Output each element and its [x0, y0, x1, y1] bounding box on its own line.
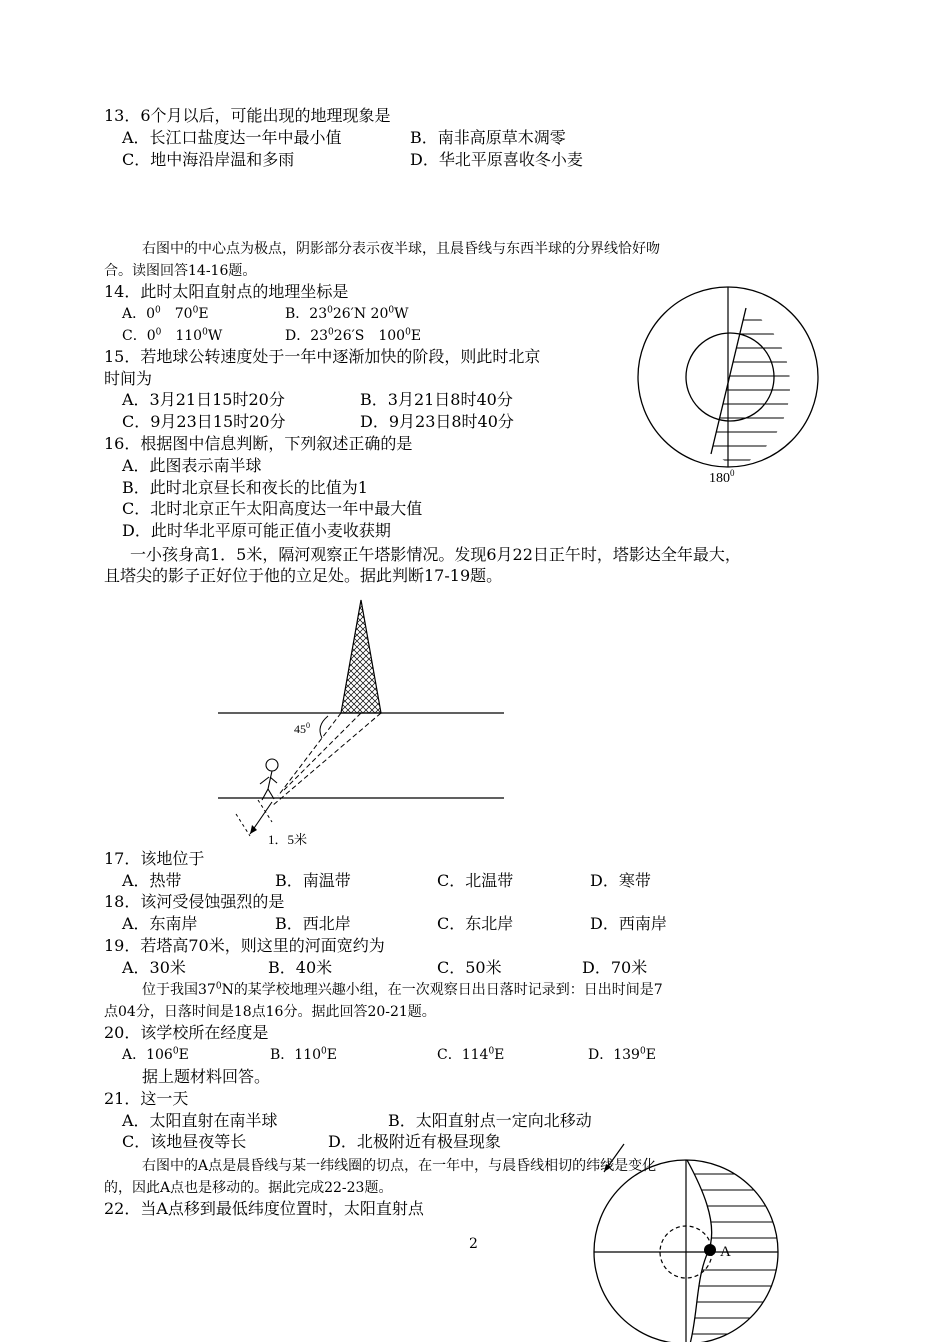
q16-option-d: D．此时华北平原可能正值小麦收获期 — [122, 521, 391, 540]
angle-label: $45^0$ — [294, 721, 310, 736]
q20-option-a: A．$106^0E$ — [122, 1046, 189, 1063]
q16-stem: 16．根据图中信息判断，下列叙述正确的是 — [104, 434, 413, 453]
child-height-label: 1．5米 — [268, 832, 308, 847]
q21-stem: 21．这一天 — [104, 1089, 189, 1108]
q19-option-c: C．50米 — [437, 958, 502, 977]
q18-option-d: D．西南岸 — [590, 914, 667, 933]
q16-option-c: C．北时北京正午太阳高度达一年中最大值 — [122, 499, 423, 518]
q17-option-c: C．北温带 — [437, 871, 514, 890]
q15-option-a: A．3月21日15时20分 — [122, 390, 285, 409]
polar-view-figure — [630, 286, 830, 491]
q14-option-a: A．$0^0$ $70^0E$ — [122, 305, 209, 322]
q13-option-c: C．地中海沿岸温和多雨 — [122, 150, 295, 169]
q15-stem-line1: 15．若地球公转速度处于一年中逐渐加快的阶段，则此时北京 — [104, 347, 541, 366]
intro-14-line2: 合。读图回答14-16题。 — [104, 263, 257, 279]
q18-stem: 18．该河受侵蚀强烈的是 — [104, 892, 285, 911]
intro-22-line1: 右图中的A点是晨昏线与某一纬线圈的切点，在一年中，与晨昏线相切的纬线是变化 — [142, 1158, 657, 1174]
q18-option-b: B．西北岸 — [275, 914, 351, 933]
meridian-180-label: $180^0$ — [709, 468, 735, 486]
q18-option-a: A．东南岸 — [122, 914, 198, 933]
tower-icon — [341, 600, 381, 713]
q19-option-a: A．30米 — [122, 958, 186, 977]
q16-option-a: A．此图表示南半球 — [122, 456, 262, 475]
note-21: 据上题材料回答。 — [142, 1067, 271, 1086]
q17-option-a: A．热带 — [122, 871, 182, 890]
tower-shadow-figure — [210, 596, 520, 856]
point-a-label: A — [720, 1244, 731, 1260]
q21-option-b: B．太阳直射点一定向北移动 — [388, 1111, 592, 1130]
q15-option-d: D．9月23日8时40分 — [360, 412, 514, 431]
q16-option-b: B．此时北京昼长和夜长的比值为1 — [122, 478, 368, 497]
intro-14-line1: 右图中的中心点为极点，阴影部分表示夜半球，且晨昏线与东西半球的分界线恰好吻 — [142, 241, 660, 257]
intro-20-line2: 点04分，日落时间是18点16分。据此回答20-21题。 — [104, 1004, 436, 1020]
q14-option-b: B．$23^026'N$ $20^0W$ — [285, 305, 409, 322]
intro-17-line2: 且塔尖的影子正好位于他的立足处。据此判断17-19题。 — [104, 566, 503, 585]
q21-option-c: C．该地昼夜等长 — [122, 1132, 247, 1151]
q13-option-d: D．华北平原喜收冬小麦 — [410, 150, 583, 169]
q21-option-d: D．北极附近有极昼现象 — [328, 1132, 501, 1151]
q20-option-d: D．$139^0E$ — [588, 1046, 656, 1063]
q17-option-d: D．寒带 — [590, 871, 651, 890]
intro-17-line1: 一小孩身高1．5米，隔河观察正午塔影情况。发现6月22日正午时，塔影达全年最大， — [130, 545, 741, 564]
q15-option-c: C．9月23日15时20分 — [122, 412, 286, 431]
page-number: 2 — [469, 1236, 478, 1252]
q14-stem: 14．此时太阳直射点的地理坐标是 — [104, 282, 349, 301]
child-figure-icon — [260, 759, 278, 800]
q20-stem: 20．该学校所在经度是 — [104, 1023, 269, 1042]
q20-option-c: C．$114^0E$ — [437, 1046, 505, 1063]
q21-option-a: A．太阳直射在南半球 — [122, 1111, 278, 1130]
q13-option-b: B．南非高原草木凋零 — [410, 128, 566, 147]
point-a-marker — [704, 1244, 716, 1256]
q18-option-c: C．东北岸 — [437, 914, 514, 933]
q19-stem: 19．若塔高70米，则这里的河面宽约为 — [104, 936, 385, 955]
intro-20-line1: 位于我国$37^0N$的某学校地理兴趣小组，在一次观察日出日落时记录到：日出时间是7 — [142, 981, 663, 998]
intro-22-line2: 的，因此A点也是移动的。据此完成22-23题。 — [104, 1180, 393, 1196]
q22-stem: 22．当A点移到最低纬度位置时，太阳直射点 — [104, 1199, 424, 1218]
q20-option-b: B．$110^0E$ — [270, 1046, 337, 1063]
q17-option-b: B．南温带 — [275, 871, 351, 890]
q19-option-b: B．40米 — [268, 958, 333, 977]
q19-option-d: D．70米 — [582, 958, 648, 977]
q14-option-d: D．$23^026'S$ $100^0E$ — [285, 327, 422, 344]
q15-option-b: B．3月21日8时40分 — [360, 390, 513, 409]
q14-option-c: C．$0^0$ $110^0W$ — [122, 327, 223, 344]
q13-option-a: A．长江口盐度达一年中最小值 — [122, 128, 342, 147]
q15-stem-line2: 时间为 — [104, 369, 153, 388]
q13-stem: 13．6个月以后，可能出现的地理现象是 — [104, 106, 391, 125]
q17-stem: 17．该地位于 — [104, 849, 205, 868]
